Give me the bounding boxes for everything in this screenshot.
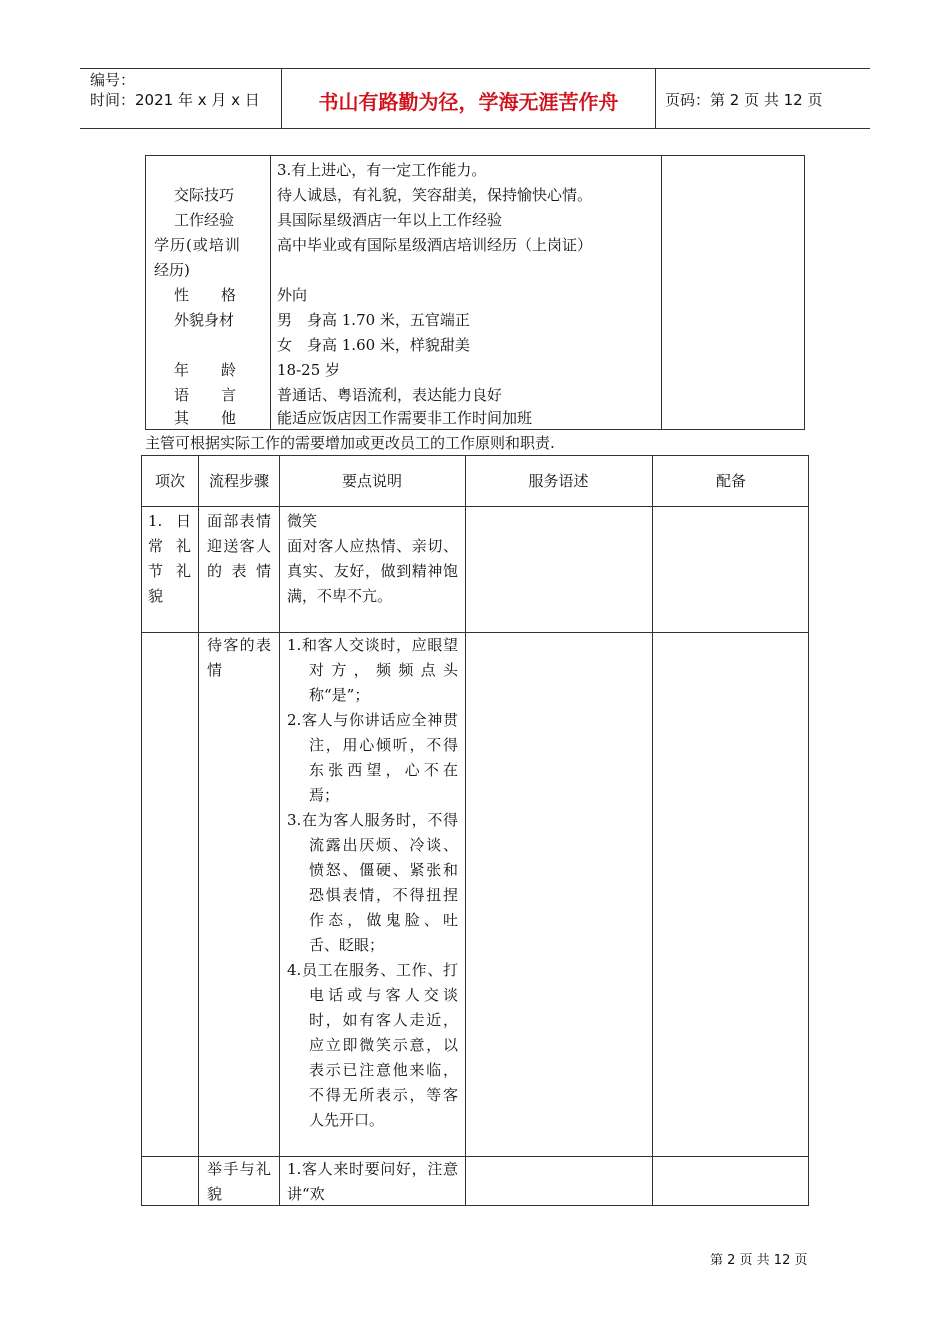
header-top-rule bbox=[80, 68, 870, 69]
column-divider bbox=[198, 456, 199, 1205]
requirements-table bbox=[145, 155, 805, 430]
requirement-value: 能适应饭店因工作需要非工作时间加班 bbox=[277, 409, 533, 427]
requirement-label: 性格 bbox=[174, 286, 269, 304]
requirement-value: 待人诚恳，有礼貌，笑容甜美，保持愉快心情。 bbox=[277, 186, 593, 204]
requirement-label: 年龄 bbox=[174, 361, 269, 379]
code-label: 编号： bbox=[90, 71, 136, 89]
page-footer: 第 2 页 共 12 页 bbox=[710, 1253, 808, 1268]
header-divider bbox=[655, 68, 656, 129]
header-bottom-rule bbox=[80, 128, 870, 129]
requirement-value: 18-25 岁 bbox=[277, 361, 341, 379]
point-text: 4.员工在服务、工作、打电话或与客人交谈时，如有客人走近，应立即微笑示意，以表示已注意他来临，不得无所表示，等客人先开口。 bbox=[287, 961, 458, 1129]
column-divider bbox=[279, 456, 280, 1205]
point-text: 1.客人来时要问好，注意讲“欢 bbox=[287, 1160, 458, 1203]
point-text: 1.和客人交谈时，应眼望对方，频频点头称“是”； bbox=[287, 636, 458, 704]
time-label: 时间：2021 年 x 月 x 日 bbox=[90, 91, 260, 109]
point-text: 面对客人应热情、亲切、真实、友好，做到精神饱满，不卑不亢。 bbox=[287, 537, 458, 605]
point-text: 3.在为客人服务时，不得流露出厌烦、冷谈、愤怒、僵硬、紧张和恐惧表情，不得扭捏作态，做鬼脸、吐舌、眨眼； bbox=[287, 811, 458, 954]
points-cell bbox=[287, 1157, 458, 1207]
column-header: 要点说明 bbox=[341, 472, 402, 490]
requirement-label: 其他 bbox=[174, 409, 269, 427]
header-meta bbox=[90, 70, 260, 110]
step-cell: 面部表情迎送客人的表情 bbox=[207, 512, 271, 580]
column-header: 服务语述 bbox=[528, 472, 589, 490]
requirement-value: 高中毕业或有国际星级酒店培训经历（上岗证） bbox=[277, 236, 593, 254]
step-cell: 举手与礼貌 bbox=[207, 1160, 271, 1203]
column-divider bbox=[465, 456, 466, 1205]
requirement-value: 外向 bbox=[277, 286, 308, 304]
points-cell bbox=[287, 509, 458, 609]
point-text: 微笑 bbox=[287, 512, 318, 530]
column-header: 配备 bbox=[715, 472, 746, 490]
column-divider bbox=[661, 156, 662, 429]
requirement-value: 具国际星级酒店一年以上工作经验 bbox=[277, 211, 503, 229]
requirement-label: 外貌身材 bbox=[174, 311, 235, 329]
requirement-label: 语言 bbox=[174, 386, 269, 404]
requirement-label: 学历(或培训 bbox=[154, 236, 241, 254]
column-divider bbox=[652, 456, 653, 1205]
ability-text: 3.有上进心，有一定工作能力。 bbox=[277, 161, 487, 179]
procedure-table bbox=[141, 455, 809, 1206]
step-cell: 待客的表情 bbox=[207, 636, 271, 679]
requirement-value: 男 身高 1.70 米，五官端正 bbox=[277, 311, 470, 329]
header-page-number: 页码：第 2 页 共 12 页 bbox=[665, 91, 823, 109]
column-header: 项次 bbox=[154, 472, 185, 490]
requirement-label: 交际技巧 bbox=[174, 186, 235, 204]
requirement-label: 经历) bbox=[154, 261, 190, 279]
requirement-value: 女 身高 1.60 米，样貌甜美 bbox=[277, 336, 470, 354]
row-divider bbox=[142, 506, 808, 507]
supervisor-note: 主管可根据实际工作的需要增加或更改员工的工作原则和职责. bbox=[145, 434, 555, 452]
item-cell: 1.日常礼节礼貌 bbox=[148, 512, 191, 605]
point-text: 2.客人与你讲话应全神贯注，用心倾听，不得东张西望，心不在焉； bbox=[287, 711, 458, 804]
header-motto: 书山有路勤为径，学海无涯苦作舟 bbox=[318, 90, 619, 114]
requirement-label: 工作经验 bbox=[174, 211, 235, 229]
requirement-value: 普通话、粤语流利，表达能力良好 bbox=[277, 386, 503, 404]
points-cell bbox=[287, 633, 458, 1133]
column-header: 流程步骤 bbox=[208, 472, 269, 490]
